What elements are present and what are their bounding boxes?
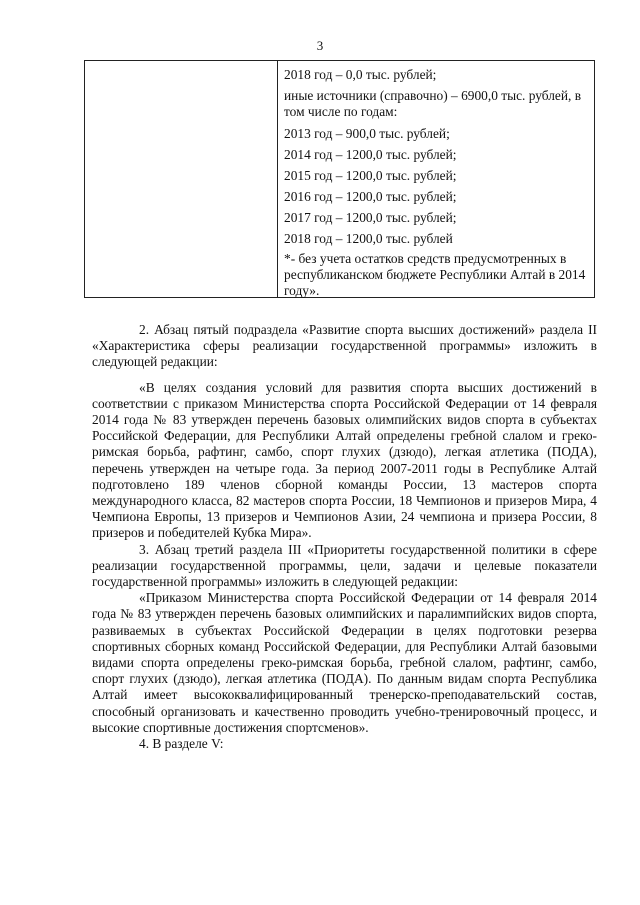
paragraph-item-4: 4. В разделе V: [139,736,224,752]
table-cell-line: 2018 год – 1200,0 тыс. рублей [284,231,453,246]
paragraph-quote-2: «Приказом Министерства спорта Российской Федерации от 14 февраля 2014 года № 83 утвержден перечень базовых олимпийских и паралимпийских видов спорта, развиваемых в субъектах Российской Федерации в целях подготовки резерва спортивных сборных команд Российской Федерации, для Республики Алтай базовыми видами спорта определены греко-римская борьба, гребной слалом, рафтинг, самбо, спорт глухих (дзюдо), легкая атлетика (ПОДА). По данным видам спорта Республика Алтай имеет высококвалифицированный тренерско-преподавательский состав, способный организовать и качественно проводить учебно-тренировочный процесс, и высокие спортивные достижения спортсменов». [92,590,597,735]
paragraph-item-2: 2. Абзац пятый подраздела «Развитие спорта высших достижений» раздела II «Характеристика сферы реализации государственной программы» изложить в следующей редакции: [92,322,597,370]
table-cell-note: *- без учета остатков средств предусмотренных в республиканском бюджете Республики Алтай в 2014 году». [284,251,586,298]
table-right-cell [284,64,590,299]
document-body [92,322,597,752]
program-table [84,60,595,298]
paragraph-item-3: 3. Абзац третий раздела III «Приоритеты государственной политики в сфере реализации государственной программы, цели, задачи и целевые показатели государственной программы» изложить в следующей редакции: [92,541,597,590]
table-cell-line: 2013 год – 900,0 тыс. рублей; [284,126,450,141]
table-cell-line: иные источники (справочно) – 6900,0 тыс. рублей, в том числе по годам: [284,88,582,119]
table-cell-line: 2016 год – 1200,0 тыс. рублей; [284,189,457,204]
table-cell-line: 2018 год – 0,0 тыс. рублей; [284,67,437,82]
table-cell-line: 2017 год – 1200,0 тыс. рублей; [284,210,457,225]
table-cell-line: 2014 год – 1200,0 тыс. рублей; [284,147,457,162]
page-number: 3 [316,38,324,53]
table-column-divider [277,61,278,297]
paragraph-quote-1: «В целях создания условий для развития спорта высших достижений в соответствии с приказом Министерства спорта Российской Федерации от 14 февраля 2014 года № 83 утвержден перечень базовых олимпийских видов спорта в субъектах Российской Федерации, для Республики Алтай определены гребной слалом и греко-римская борьба, рафтинг, самбо, спорт глухих (дзюдо), легкая атлетика (ПОДА), перечень утвержден на четыре года. За период 2007-2011 годы в Республике Алтай подготовлено 189 членов сборной команды России, 13 мастеров спорта международного класса, 82 мастеров спорта России, 18 Чемпионов и призеров Мира, 4 Чемпиона Европы, 13 призеров и Чемпионов Азии, 24 чемпиона и призера России, 8 призеров и победителей Кубка Мира». [92,379,597,541]
table-cell-line: 2015 год – 1200,0 тыс. рублей; [284,168,457,183]
